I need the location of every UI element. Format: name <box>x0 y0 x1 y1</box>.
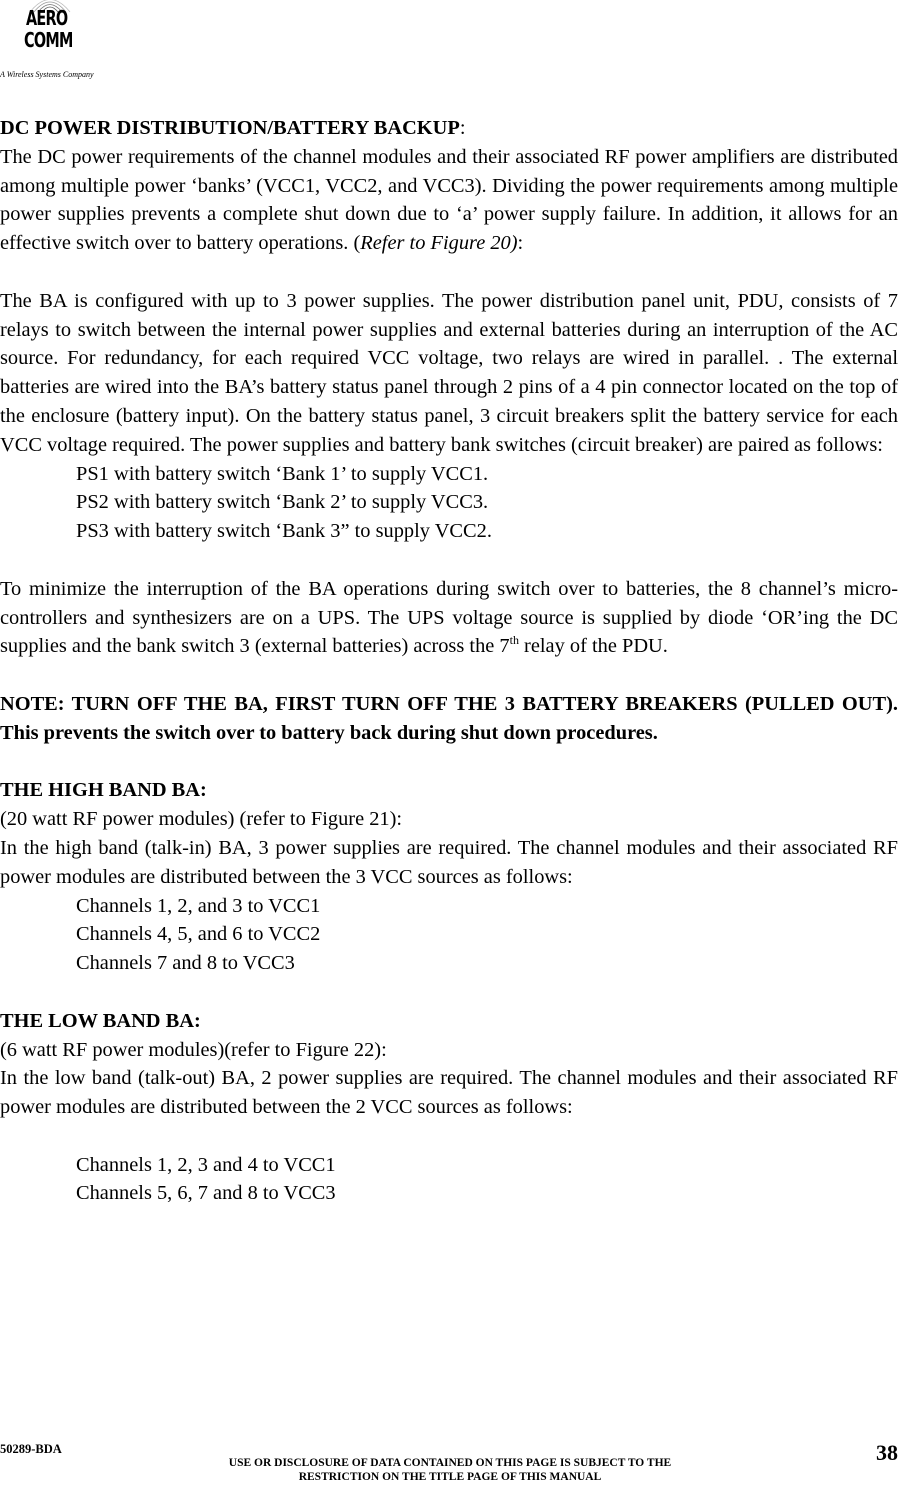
list-item: Channels 5, 6, 7 and 8 to VCC3 <box>76 1182 336 1205</box>
company-logo <box>0 0 112 82</box>
list-item: PS1 with battery switch ‘Bank 1’ to supply VCC1. <box>76 462 489 485</box>
high-band-heading: THE HIGH BAND BA: <box>0 779 207 802</box>
section-heading: DC POWER DISTRIBUTION/BATTERY BACKUP: <box>0 117 466 139</box>
intro-paragraph: The DC power requirements of the channel modules and their associated RF power amplifiers are distributed among multiple power ‘banks’ (VCC1, VCC2, and VCC3). Dividing the power requirements among multiple power supplies prevents a complete shut down due to ‘a’ power supply failure. In addition, it allows for an effective switch over to battery operations. (Refer to Figure 20): <box>0 145 898 255</box>
low-band-subtitle: (6 watt RF power modules)(refer to Figure 22): <box>0 1038 387 1061</box>
page-body <box>0 114 898 1208</box>
low-band-heading: THE LOW BAND BA: <box>0 1009 201 1032</box>
list-item: PS3 with battery switch ‘Bank 3” to supply VCC2. <box>76 520 492 543</box>
high-band-paragraph: In the high band (talk-in) BA, 3 power supplies are required. The channel modules and their associated RF power modules are distributed between the 3 VCC sources as follows: <box>0 836 898 888</box>
list-item: Channels 4, 5, and 6 to VCC2 <box>76 923 321 946</box>
list-item: Channels 1, 2, and 3 to VCC1 <box>76 894 321 917</box>
page-number: 38 <box>876 1440 898 1465</box>
shutdown-note: NOTE: TURN OFF THE BA, FIRST TURN OFF THE 3 BATTERY BREAKERS (PULLED OUT). This prevents the switch over to battery back during shut down procedures. <box>0 692 898 744</box>
list-item: Channels 1, 2, 3 and 4 to VCC1 <box>76 1153 336 1176</box>
list-item: Channels 7 and 8 to VCC3 <box>76 952 295 975</box>
disclosure-notice: USE OR DISCLOSURE OF DATA CONTAINED ON THIS PAGE IS SUBJECT TO THE RESTRICTION ON THE TITLE PAGE OF THIS MANUAL <box>228 1457 672 1483</box>
configuration-paragraph: The BA is configured with up to 3 power supplies. The power distribution panel unit, PDU, consists of 7 relays to switch between the internal power supplies and external batteries during an interruption of the AC source. For redundancy, for each required VCC voltage, two relays are wired in parallel. . The external batteries are wired into the BA’s battery status panel through 2 pins of a 4 pin connector located on the top of the enclosure (battery input). On the battery status panel, 3 circuit breakers split the battery service for each VCC voltage required. The power supplies and battery bank switches (circuit breaker) are paired as follows: <box>0 289 898 456</box>
logo-tagline: A Wireless Systems Company <box>0 70 94 79</box>
document-id: 50289-BDA <box>0 1442 62 1456</box>
high-band-subtitle: (20 watt RF power modules) (refer to Figure 21): <box>0 808 403 831</box>
low-band-paragraph: In the low band (talk-out) BA, 2 power supplies are required. The channel modules and their associated RF power modules are distributed between the 2 VCC sources as follows: <box>0 1067 898 1119</box>
logo-text-comm: COMM <box>24 28 73 52</box>
list-item: PS2 with battery switch ‘Bank 2’ to supply VCC3. <box>76 491 489 514</box>
figure-reference: Refer to Figure 20) <box>360 232 518 255</box>
logo-text-aero: AERO <box>26 6 68 30</box>
ups-paragraph: To minimize the interruption of the BA operations during switch over to batteries, the 8 channel’s micro-controllers and synthesizers are on a UPS. The UPS voltage source is supplied by diode ‘OR’ing the DC supplies and the bank switch 3 (external batteries) across the 7th relay of the PDU. <box>0 577 898 658</box>
